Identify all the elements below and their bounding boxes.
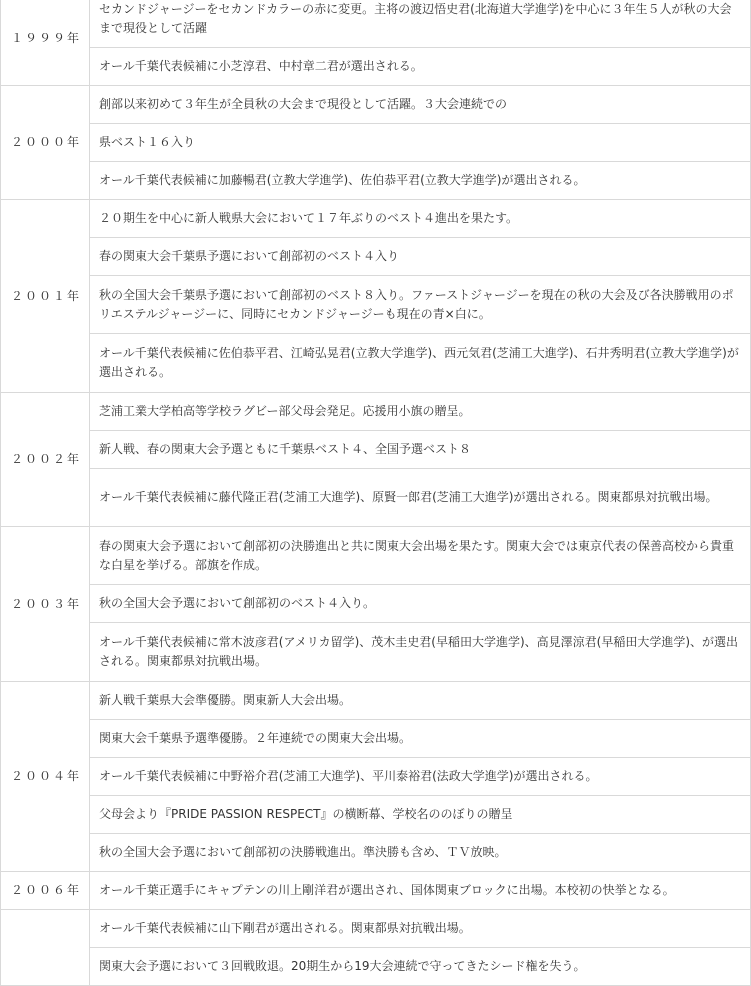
event-cell: 創部以来初めて３年生が全員秋の大会まで現役として活躍。３大会連続での [90, 86, 751, 124]
event-cell: オール千葉代表候補に加藤暢君(立教大学進学)、佐伯恭平君(立教大学進学)が選出される。 [90, 162, 751, 200]
year-cell: ２００４年 [1, 682, 90, 872]
history-row [1, 124, 751, 162]
year-cell: ２００１年 [1, 200, 90, 393]
history-row [1, 948, 751, 986]
event-cell: 秋の全国大会千葉県予選において創部初のベスト８入り。ファーストジャージーを現在の秋の大会及び各決勝戦用のポリエステルジャージーに、同時にセカンドジャージーも現在の青×白に。 [90, 276, 751, 334]
event-cell: 県ベスト１６入り [90, 124, 751, 162]
history-row [1, 758, 751, 796]
history-row [1, 585, 751, 623]
event-cell: セカンドジャージーをセカンドカラーの赤に変更。主将の渡辺悟史君(北海道大学進学)を中心に３年生５人が秋の大会まで現役として活躍 [90, 0, 751, 48]
history-row [1, 334, 751, 393]
year-cell: ２０００年 [1, 86, 90, 200]
history-row [1, 527, 751, 585]
history-row [1, 682, 751, 720]
event-cell: 春の関東大会千葉県予選において創部初のベスト４入り [90, 238, 751, 276]
event-cell: 秋の全国大会予選において創部初のベスト４入り。 [90, 585, 751, 623]
history-row [1, 872, 751, 910]
event-cell: オール千葉代表候補に常木波彦君(アメリカ留学)、茂木圭史君(早稲田大学進学)、高見澤涼君(早稲田大学進学)、が選出される。関東都県対抗戦出場。 [90, 623, 751, 682]
history-row [1, 200, 751, 238]
history-row [1, 48, 751, 86]
history-row [1, 834, 751, 872]
history-row [1, 276, 751, 334]
history-row [1, 623, 751, 682]
history-row [1, 469, 751, 527]
history-row [1, 162, 751, 200]
year-cell [1, 910, 90, 986]
event-cell: 秋の全国大会予選において創部初の決勝戦進出。準決勝も含め、ＴＶ放映。 [90, 834, 751, 872]
year-cell: ２００３年 [1, 527, 90, 682]
history-row [1, 393, 751, 431]
event-cell: 芝浦工業大学柏高等学校ラグビー部父母会発足。応援用小旗の贈呈。 [90, 393, 751, 431]
history-row [1, 86, 751, 124]
year-cell: ２００２年 [1, 393, 90, 527]
event-cell: オール千葉代表候補に小芝淳君、中村章二君が選出される。 [90, 48, 751, 86]
history-row [1, 796, 751, 834]
event-cell: ２０期生を中心に新人戦県大会において１７年ぶりのベスト４進出を果たす。 [90, 200, 751, 238]
history-row [1, 238, 751, 276]
event-cell: 新人戦千葉県大会準優勝。関東新人大会出場。 [90, 682, 751, 720]
history-row [1, 910, 751, 948]
history-row [1, 431, 751, 469]
event-cell: 関東大会千葉県予選準優勝。２年連続での関東大会出場。 [90, 720, 751, 758]
event-cell: オール千葉代表候補に佐伯恭平君、江崎弘晃君(立教大学進学)、西元気君(芝浦工大進学)、石井秀明君(立教大学進学)が選出される。 [90, 334, 751, 393]
year-cell: ２００６年 [1, 872, 90, 910]
year-cell: １９９９年 [1, 0, 90, 86]
history-row [1, 720, 751, 758]
event-cell: オール千葉代表候補に中野裕介君(芝浦工大進学)、平川泰裕君(法政大学進学)が選出される。 [90, 758, 751, 796]
event-cell: 春の関東大会予選において創部初の決勝進出と共に関東大会出場を果たす。関東大会では東京代表の保善高校から貴重な白星を挙げる。部旗を作成。 [90, 527, 751, 585]
event-cell: オール千葉代表候補に山下剛君が選出される。関東都県対抗戦出場。 [90, 910, 751, 948]
event-cell: 新人戦、春の関東大会予選ともに千葉県ベスト４、全国予選ベスト８ [90, 431, 751, 469]
event-cell: 関東大会予選において３回戦敗退。20期生から19大会連続で守ってきたシード権を失う。 [90, 948, 751, 986]
history-table-body [1, 0, 751, 986]
event-cell: 父母会より『PRIDE PASSION RESPECT』の横断幕、学校名ののぼりの贈呈 [90, 796, 751, 834]
history-row [1, 0, 751, 48]
event-cell: オール千葉代表候補に藤代隆正君(芝浦工大進学)、原賢一郎君(芝浦工大進学)が選出される。関東都県対抗戦出場。 [90, 469, 751, 527]
event-cell: オール千葉正選手にキャプテンの川上剛洋君が選出され、国体関東ブロックに出場。本校初の快挙となる。 [90, 872, 751, 910]
